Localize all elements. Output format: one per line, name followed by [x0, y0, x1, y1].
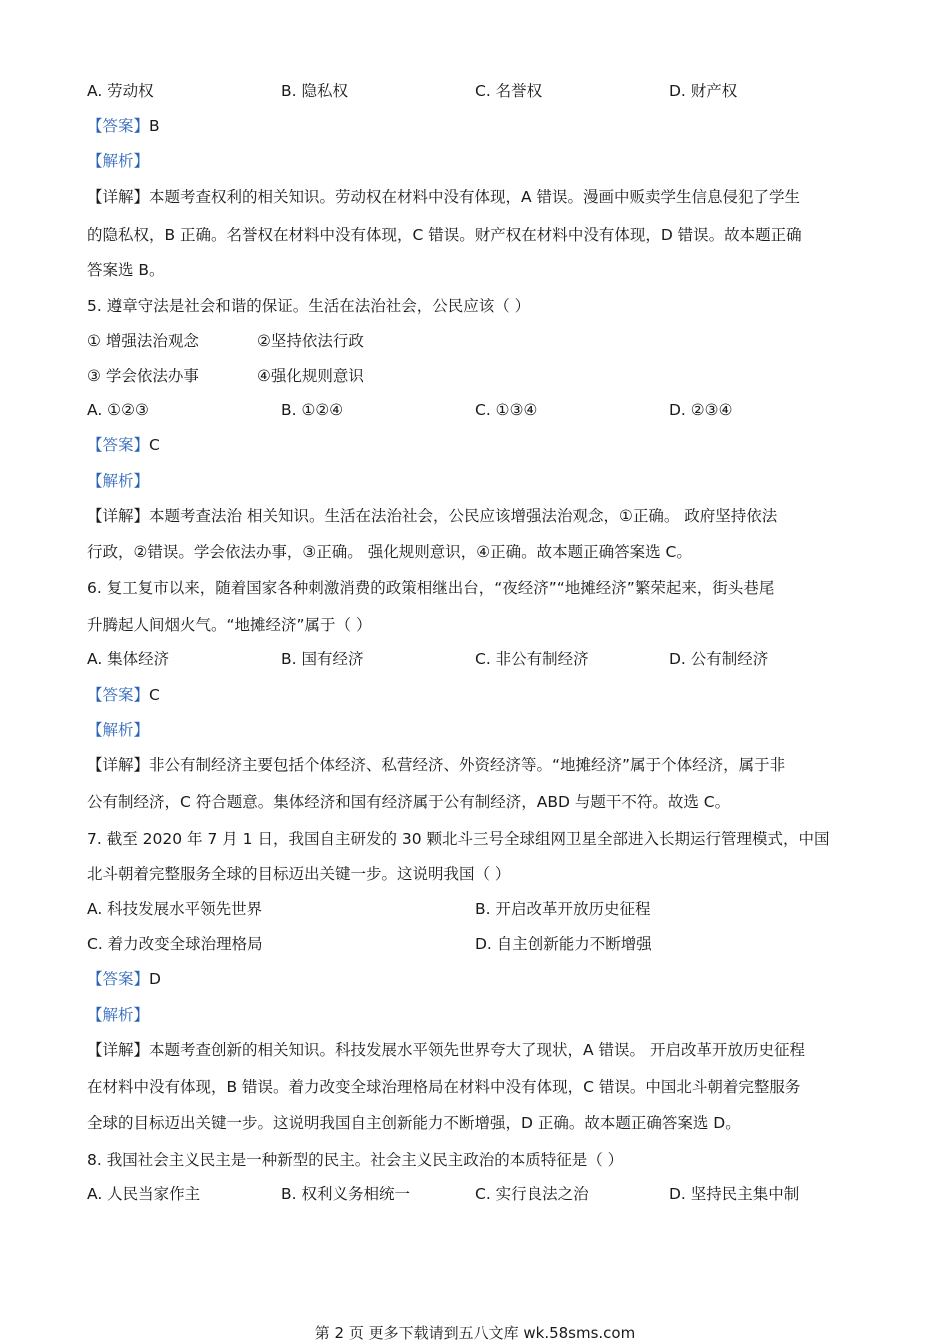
q5-option-a: A. ①②③ [87, 401, 149, 419]
q6-stem-line-2: 升腾起人间烟火气。“地摊经济”属于（ ） [87, 616, 372, 634]
q4-option-b: B. 隐私权 [281, 82, 348, 100]
answer-value: B [149, 117, 160, 135]
answer-tag: 【答案】 [87, 117, 150, 135]
q7-answer [87, 968, 161, 990]
page-footer: 第 2 页 更多下载请到五八文库 wk.58sms.com [314, 1324, 636, 1342]
detail-text: 本题考查创新的相关知识。科技发展水平领先世界夸大了现状，A 错误。 开启改革开放历史征程 [149, 1041, 805, 1059]
answer-value: D [149, 970, 161, 988]
detail-tag: 【详解】 [87, 1041, 150, 1059]
q4-detail-line-2: 的隐私权，B 正确。名誉权在材料中没有体现，C 错误。财产权在材料中没有体现，D 错误。故本题正确 [87, 226, 802, 244]
q8-option-d: D. 坚持民主集中制 [669, 1185, 800, 1203]
q5-item-4: ④强化规则意识 [257, 367, 364, 385]
q6-detail-line-1 [87, 754, 785, 776]
q7-detail-line-2: 在材料中没有体现，B 错误。着力改变全球治理格局在材料中没有体现，C 错误。中国北斗朝着完整服务 [87, 1078, 801, 1096]
q6-analysis-tag: 【解析】 [87, 721, 150, 739]
q6-option-d: D. 公有制经济 [669, 650, 769, 668]
answer-tag: 【答案】 [87, 436, 150, 454]
q5-option-c: C. ①③④ [475, 401, 538, 419]
q5-detail-line-2: 行政，②错误。学会依法办事，③正确。 强化规则意识，④正确。故本题正确答案选 C。 [87, 543, 692, 561]
q4-option-a: A. 劳动权 [87, 82, 154, 100]
q8-option-b: B. 权利义务相统一 [281, 1185, 410, 1203]
q7-analysis-tag: 【解析】 [87, 1006, 150, 1024]
q4-option-c: C. 名誉权 [475, 82, 543, 100]
q8-option-a: A. 人民当家作主 [87, 1185, 201, 1203]
q5-detail-line-1 [87, 505, 777, 527]
detail-text: 本题考查法治 相关知识。生活在法治社会，公民应该增强法治观念，①正确。 政府坚持依法 [149, 507, 778, 525]
q5-item-3: ③ 学会依法办事 [87, 367, 199, 385]
q6-option-b: B. 国有经济 [281, 650, 364, 668]
q5-option-d: D. ②③④ [669, 401, 733, 419]
q4-detail-line-1 [87, 186, 800, 208]
q5-option-b: B. ①②④ [281, 401, 344, 419]
q7-option-a: A. 科技发展水平领先世界 [87, 900, 263, 918]
q7-option-b: B. 开启改革开放历史征程 [475, 900, 651, 918]
q4-answer [87, 115, 160, 137]
q7-option-c: C. 着力改变全球治理格局 [87, 935, 263, 953]
answer-tag: 【答案】 [87, 970, 150, 988]
q5-answer [87, 434, 160, 456]
detail-tag: 【详解】 [87, 188, 150, 206]
q7-stem-line-2: 北斗朝着完整服务全球的目标迈出关键一步。这说明我国（ ） [87, 865, 511, 883]
detail-tag: 【详解】 [87, 507, 150, 525]
q7-option-d: D. 自主创新能力不断增强 [475, 935, 652, 953]
q6-detail-line-2: 公有制经济，C 符合题意。集体经济和国有经济属于公有制经济，ABD 与题干不符。故选 C。 [87, 793, 731, 811]
q8-option-c: C. 实行良法之治 [475, 1185, 589, 1203]
detail-tag: 【详解】 [87, 756, 150, 774]
q5-stem: 5. 遵章守法是社会和谐的保证。生活在法治社会，公民应该（ ） [87, 297, 531, 315]
q8-stem: 8. 我国社会主义民主是一种新型的民主。社会主义民主政治的本质特征是（ ） [87, 1151, 624, 1169]
q4-detail-line-3: 答案选 B。 [87, 261, 165, 279]
q7-detail-line-1 [87, 1039, 805, 1061]
q6-answer [87, 684, 160, 706]
q5-item-2: ②坚持依法行政 [257, 332, 364, 350]
detail-text: 本题考查权利的相关知识。劳动权在材料中没有体现，A 错误。漫画中贩卖学生信息侵犯了学生 [149, 188, 801, 206]
answer-value: C [149, 686, 160, 704]
q6-option-c: C. 非公有制经济 [475, 650, 589, 668]
q6-stem-line-1: 6. 复工复市以来，随着国家各种刺激消费的政策相继出台，“夜经济”“地摊经济”繁荣起来，街头巷尾 [87, 579, 775, 597]
answer-tag: 【答案】 [87, 686, 150, 704]
q5-analysis-tag: 【解析】 [87, 472, 150, 490]
answer-value: C [149, 436, 160, 454]
q4-option-d: D. 财产权 [669, 82, 738, 100]
q5-item-1: ① 增强法治观念 [87, 332, 199, 350]
q4-analysis-tag: 【解析】 [87, 152, 150, 170]
q6-option-a: A. 集体经济 [87, 650, 170, 668]
q7-stem-line-1: 7. 截至 2020 年 7 月 1 日，我国自主研发的 30 颗北斗三号全球组网卫星全部进入长期运行管理模式，中国 [87, 830, 830, 848]
q7-detail-line-3: 全球的目标迈出关键一步。这说明我国自主创新能力不断增强，D 正确。故本题正确答案选 D。 [87, 1114, 741, 1132]
detail-text: 非公有制经济主要包括个体经济、私营经济、外资经济等。“地摊经济”属于个体经济，属于非 [149, 756, 786, 774]
